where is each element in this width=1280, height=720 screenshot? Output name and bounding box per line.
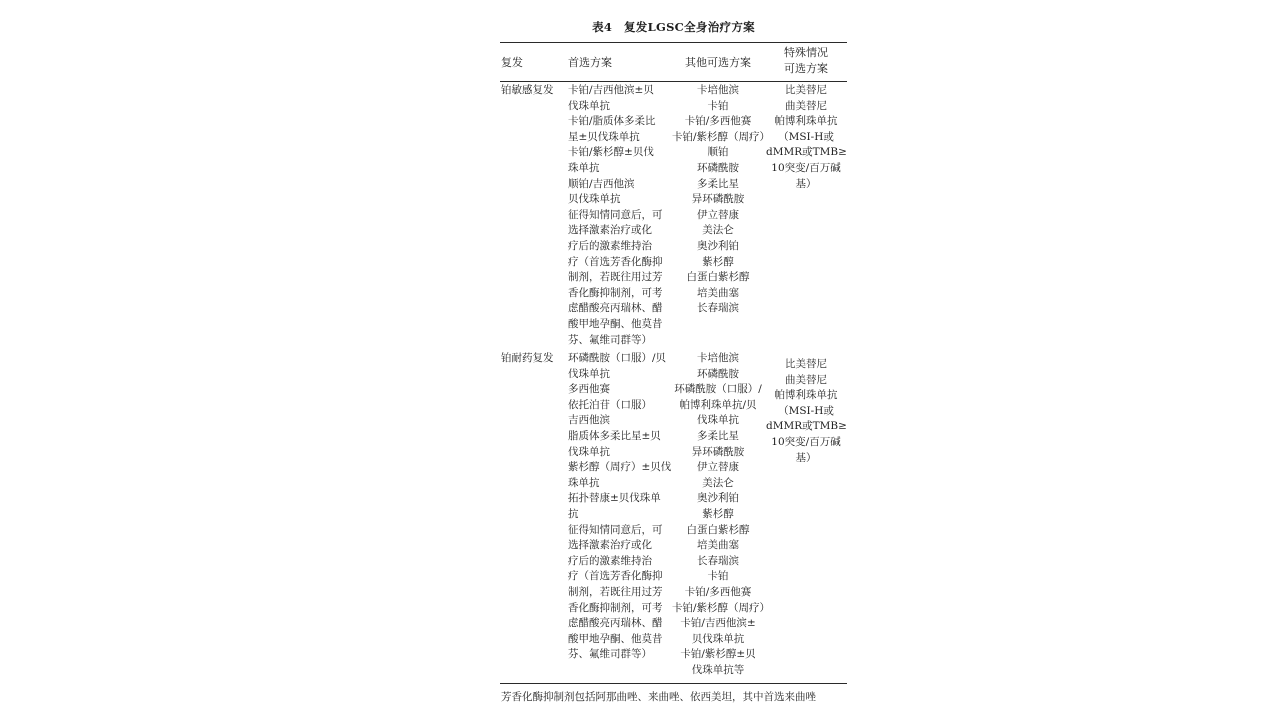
table-bottom-rule [500,683,847,684]
cell-line: （MSI-H或 [778,130,834,143]
cell-line: 环磷酰胺（口服）/贝 [568,352,667,364]
cell-line: 珠单抗 [568,161,600,174]
cell-line: 异环磷酰胺 [691,193,745,206]
cell-line: 帕博利珠单抗 [774,389,838,402]
cell-line: 卡培他滨 [697,84,739,96]
cell-line: 曲美替尼 [785,99,827,112]
cell-line: 长春瑞滨 [697,554,739,567]
cell-line: 疗（首选芳香化酶抑 [568,255,663,268]
cell-line: 酸甲地孕酮、他莫昔 [568,317,663,330]
cell-line: 卡铂/脂质体多柔比 [568,115,656,128]
cell-line: 拓扑替康±贝伐珠单 [568,492,661,505]
cell-line: 帕博利珠单抗 [774,115,838,128]
platinum-resistant-special [766,357,846,466]
cell-line: 白蛋白紫杉醇 [686,271,750,284]
cell-line: 帕博利珠单抗/贝 [679,398,757,411]
cell-line: 虑醋酸亮丙瑞林、醋 [568,617,663,630]
cell-line: 培美曲塞 [697,286,739,299]
cell-line: 依托泊苷（口服） [568,398,652,411]
cell-line: 白蛋白紫杉醇 [686,523,750,536]
header-recurrence: 复发 [501,56,523,69]
header-other-options: 其他可选方案 [685,56,751,69]
cell-line: 比美替尼 [785,84,827,96]
cell-line: 疗后的激素维持治 [568,239,652,252]
cell-line: 疗（首选芳香化酶抑 [568,570,663,583]
cell-line: 卡铂 [707,99,729,112]
cell-line: 环磷酰胺（口服）/ [674,383,762,396]
row-label: 铂敏感复发 [501,84,554,96]
cell-line: 伐珠单抗 [568,445,610,458]
cell-line: 伐珠单抗 [697,414,739,427]
cell-line: 芬、氟维司群等） [568,648,652,661]
cell-line: 酸甲地孕酮、他莫昔 [568,632,663,645]
cell-line: 比美替尼 [785,358,827,370]
cell-line: dMMR或TMB≥ [766,420,847,433]
table-caption: 表4 复发LGSC全身治疗方案 [592,20,755,34]
cell-line: 香化酶抑制剂，可考 [568,286,663,299]
cell-line: 环磷酰胺 [697,367,739,380]
cell-line: 异环磷酰胺 [691,445,745,458]
platinum-resistant-other [672,351,771,678]
cell-line: 选择激素治疗或化 [568,224,652,237]
cell-line: 奥沙利铂 [697,239,739,252]
cell-line: 伐珠单抗等 [691,663,745,676]
cell-line: 选择激素治疗或化 [568,539,652,552]
header-special-line2: 可选方案 [784,61,828,75]
cell-line: 伊立替康 [697,461,739,474]
row-label-platinum-resistant [501,351,554,367]
cell-line: 长春瑞滨 [697,302,739,315]
cell-line: 制剂，若既往用过芳 [568,271,663,284]
cell-line: 征得知情同意后，可 [568,208,663,221]
cell-line: 卡铂/紫杉醇（周疗） [672,601,771,614]
row-label-platinum-sensitive [501,83,554,99]
cell-line: 脂质体多柔比星±贝 [568,429,661,442]
table-top-rule [500,42,847,43]
cell-line: 美法仑 [702,224,734,237]
cell-line: 紫杉醇（周疗）±贝伐 [568,461,672,474]
cell-line: （MSI-H或 [778,404,834,417]
header-special-options [766,45,846,76]
platinum-sensitive-preferred [568,83,663,348]
cell-line: 卡铂/紫杉醇±贝伐 [568,146,654,159]
cell-line: 卡铂/多西他赛 [684,585,752,598]
cell-line: 卡铂/紫杉醇±贝 [680,648,756,661]
cell-line: 卡铂 [707,570,729,583]
cell-line: 多西他赛 [568,383,610,396]
cell-line: 多柔比星 [697,429,739,442]
cell-line: 星±贝伐珠单抗 [568,130,640,143]
cell-line: 10突变/百万碱 [771,435,841,448]
cell-line: 卡铂/吉西他滨±贝 [568,84,654,96]
cell-line: 卡培他滨 [697,352,739,364]
platinum-sensitive-other [672,83,771,317]
cell-line: 基） [795,177,817,190]
cell-line: 培美曲塞 [697,539,739,552]
platinum-sensitive-special [766,83,846,192]
cell-line: 伐珠单抗 [568,367,610,380]
header-special-line1: 特殊情况 [784,46,828,59]
cell-line: 卡铂/多西他赛 [684,115,752,128]
cell-line: 芬、氟维司群等） [568,333,652,346]
cell-line: 紫杉醇 [702,507,734,520]
cell-line: 香化酶抑制剂，可考 [568,601,663,614]
cell-line: 基） [795,451,817,464]
cell-line: 顺铂/吉西他滨 [568,177,635,190]
header-preferred: 首选方案 [568,56,612,69]
table-footnote: 芳香化酶抑制剂包括阿那曲唑、来曲唑、依西美坦，其中首选来曲唑 [501,691,816,703]
platinum-resistant-preferred [568,351,671,663]
cell-line: 吉西他滨 [568,414,610,427]
cell-line: 抗 [568,507,579,520]
cell-line: 征得知情同意后，可 [568,523,663,536]
cell-line: 疗后的激素维持治 [568,554,652,567]
cell-line: 紫杉醇 [702,255,734,268]
cell-line: 珠单抗 [568,476,600,489]
cell-line: 伊立替康 [697,208,739,221]
cell-line: 曲美替尼 [785,373,827,386]
cell-line: 环磷酰胺 [697,161,739,174]
row-label: 铂耐药复发 [501,352,554,364]
cell-line: 制剂，若既往用过芳 [568,585,663,598]
cell-line: 美法仑 [702,476,734,489]
cell-line: 伐珠单抗 [568,99,610,112]
cell-line: 顺铂 [707,146,729,159]
cell-line: dMMR或TMB≥ [766,146,847,159]
table-header-rule [500,81,847,82]
cell-line: 10突变/百万碱 [771,161,841,174]
cell-line: 奥沙利铂 [697,492,739,505]
cell-line: 卡铂/吉西他滨± [680,617,756,630]
cell-line: 多柔比星 [697,177,739,190]
cell-line: 虑醋酸亮丙瑞林、醋 [568,302,663,315]
cell-line: 贝伐珠单抗 [568,193,621,206]
cell-line: 贝伐珠单抗 [691,632,745,645]
cell-line: 卡铂/紫杉醇（周疗） [672,130,771,143]
